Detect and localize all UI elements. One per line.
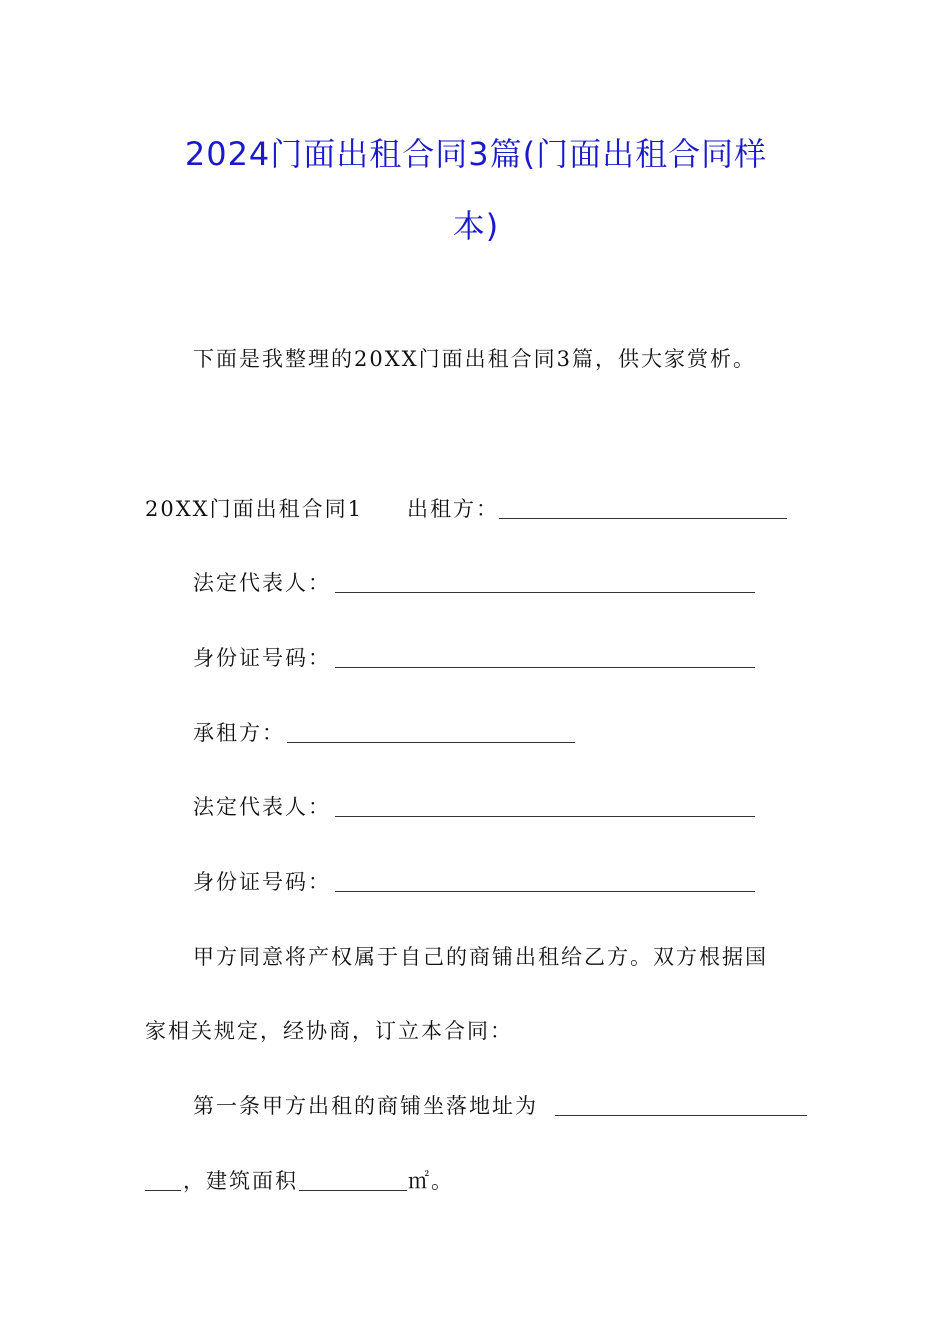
area-blank	[299, 1190, 407, 1191]
lessor-rep-label: 法定代表人：	[193, 571, 331, 595]
paragraph1-text1: 甲方同意将产权属于自己的商铺出租给乙方。双方根据国	[193, 945, 768, 969]
lessor-rep-blank	[335, 592, 755, 593]
address-blank-continued	[145, 1190, 181, 1191]
document-title-line1: 2024门面出租合同3篇(门面出租合同样	[184, 135, 768, 173]
article1-text2a: ，建筑面积	[183, 1169, 298, 1193]
lessee-label: 承租方：	[193, 721, 285, 745]
article1-text2b: ㎡。	[408, 1169, 454, 1193]
intro-text: 下面是我整理的20XX门面出租合同3篇，供大家赏析。	[193, 347, 756, 371]
address-blank	[555, 1115, 807, 1116]
contract-heading: 20XX门面出租合同1	[145, 497, 363, 521]
lessee-blank	[287, 742, 575, 743]
article1-text1: 第一条甲方出租的商铺坐落地址为	[193, 1094, 538, 1118]
paragraph1-text2: 家相关规定，经协商，订立本合同：	[145, 1019, 513, 1043]
lessee-id-blank	[335, 891, 755, 892]
document-title-line2: 本)	[452, 207, 500, 245]
lessor-label: 出租方：	[407, 497, 499, 521]
lessor-id-blank	[335, 667, 755, 668]
lessee-id-label: 身份证号码：	[193, 870, 331, 894]
lessor-id-label: 身份证号码：	[193, 646, 331, 670]
lessee-rep-blank	[335, 816, 755, 817]
lessee-rep-label: 法定代表人：	[193, 795, 331, 819]
lessor-blank	[499, 518, 787, 519]
